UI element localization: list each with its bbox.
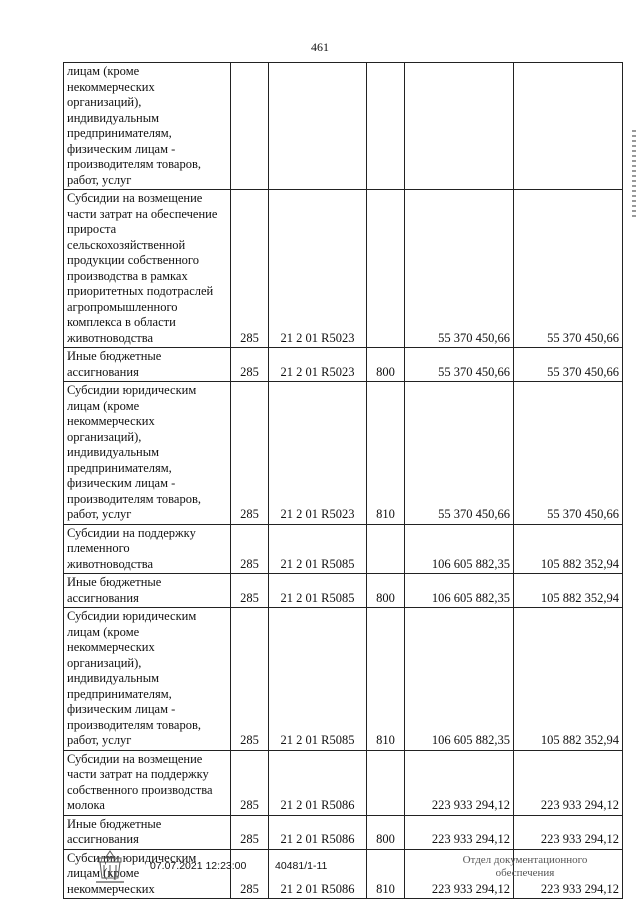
row-csr-cell: 21 2 01 R5086 (269, 750, 367, 815)
row-amount-1-cell: 106 605 882,35 (405, 574, 514, 608)
footer-reg-number: 40481/1-11 (275, 860, 328, 872)
row-csr-cell: 21 2 01 R5086 (269, 849, 367, 899)
row-amount-2-cell: 55 370 450,66 (514, 348, 623, 382)
row-csr-cell: 21 2 01 R5023 (269, 382, 367, 525)
footer-date: 07.07.2021 12:23:00 (150, 860, 247, 872)
row-amount-2-cell: 223 933 294,12 (514, 849, 623, 899)
row-name-cell: Субсидии на поддержку племенного животноводства (64, 524, 231, 574)
row-vr-cell (367, 524, 405, 574)
row-grbs-cell (231, 63, 269, 190)
row-name-cell: Иные бюджетные ассигнования (64, 348, 231, 382)
row-amount-2-cell: 55 370 450,66 (514, 382, 623, 525)
row-amount-2-cell: 223 933 294,12 (514, 750, 623, 815)
row-name-cell: Иные бюджетные ассигнования (64, 574, 231, 608)
emblem-icon (90, 848, 130, 888)
row-name-cell: Субсидии на возмещение части затрат на поддержку собственного производства молока (64, 750, 231, 815)
row-name-cell: Субсидии юридическим лицам (кроме некоммерческих организаций), индивидуальным предпринимателям, физическим лицам - производителям товаров, работ, услуг (64, 608, 231, 751)
row-amount-2-cell: 105 882 352,94 (514, 524, 623, 574)
row-csr-cell: 21 2 01 R5086 (269, 815, 367, 849)
row-csr-cell: 21 2 01 R5023 (269, 348, 367, 382)
row-csr-cell: 21 2 01 R5023 (269, 190, 367, 348)
row-grbs-cell: 285 (231, 382, 269, 525)
table-row (64, 574, 623, 608)
row-grbs-cell: 285 (231, 524, 269, 574)
row-amount-1-cell: 223 933 294,12 (405, 815, 514, 849)
row-vr-cell: 800 (367, 815, 405, 849)
table-row (64, 608, 623, 751)
row-vr-cell (367, 750, 405, 815)
table-row (64, 63, 623, 190)
row-amount-1-cell: 106 605 882,35 (405, 524, 514, 574)
row-name-cell: Субсидии на возмещение части затрат на обеспечение прироста сельскохозяйственной продукции собственного производства в рамках приоритетных подотраслей агропромышленного комплекса в области животноводства (64, 190, 231, 348)
row-csr-cell: 21 2 01 R5085 (269, 574, 367, 608)
row-grbs-cell: 285 (231, 348, 269, 382)
row-amount-2-cell: 55 370 450,66 (514, 190, 623, 348)
table-row (64, 348, 623, 382)
row-csr-cell: 21 2 01 R5085 (269, 524, 367, 574)
row-amount-2-cell: 105 882 352,94 (514, 574, 623, 608)
row-grbs-cell: 285 (231, 849, 269, 899)
footer-department: Отдел документационного обеспечения (462, 854, 588, 879)
row-amount-2-cell (514, 63, 623, 190)
table-row (64, 524, 623, 574)
row-name-cell: Субсидии юридическим лицам (кроме некоммерческих организаций), индивидуальным предпринимателям, физическим лицам - производителям товаров, работ, услуг (64, 382, 231, 525)
table-row (64, 815, 623, 849)
table-row (64, 750, 623, 815)
table-row (64, 382, 623, 525)
row-amount-1-cell: 55 370 450,66 (405, 190, 514, 348)
row-grbs-cell: 285 (231, 574, 269, 608)
row-vr-cell: 800 (367, 574, 405, 608)
row-csr-cell: 21 2 01 R5085 (269, 608, 367, 751)
row-vr-cell (367, 190, 405, 348)
row-amount-1-cell: 223 933 294,12 (405, 750, 514, 815)
row-amount-2-cell: 223 933 294,12 (514, 815, 623, 849)
row-amount-1-cell: 223 933 294,12 (405, 849, 514, 899)
row-amount-1-cell: 106 605 882,35 (405, 608, 514, 751)
row-vr-cell: 810 (367, 382, 405, 525)
row-vr-cell: 810 (367, 608, 405, 751)
row-grbs-cell: 285 (231, 190, 269, 348)
row-amount-1-cell: 55 370 450,66 (405, 348, 514, 382)
row-amount-2-cell: 105 882 352,94 (514, 608, 623, 751)
table-row (64, 190, 623, 348)
page-footer (0, 848, 640, 898)
page-number: 461 (311, 40, 329, 54)
row-amount-1-cell: 55 370 450,66 (405, 382, 514, 525)
row-vr-cell (367, 63, 405, 190)
row-name-cell: Иные бюджетные ассигнования (64, 815, 231, 849)
row-name-cell: Субсидии юридическим лицам (кроме некоммерческих (64, 849, 231, 899)
row-vr-cell: 810 (367, 849, 405, 899)
budget-table (63, 62, 623, 899)
row-csr-cell (269, 63, 367, 190)
row-name-cell: лицам (кроме некоммерческих организаций), индивидуальным предпринимателям, физическим лицам - производителям товаров, работ, услуг (64, 63, 231, 190)
row-amount-1-cell (405, 63, 514, 190)
scan-edge-mark (632, 130, 636, 220)
row-grbs-cell: 285 (231, 750, 269, 815)
row-vr-cell: 800 (367, 348, 405, 382)
row-grbs-cell: 285 (231, 815, 269, 849)
row-grbs-cell: 285 (231, 608, 269, 751)
